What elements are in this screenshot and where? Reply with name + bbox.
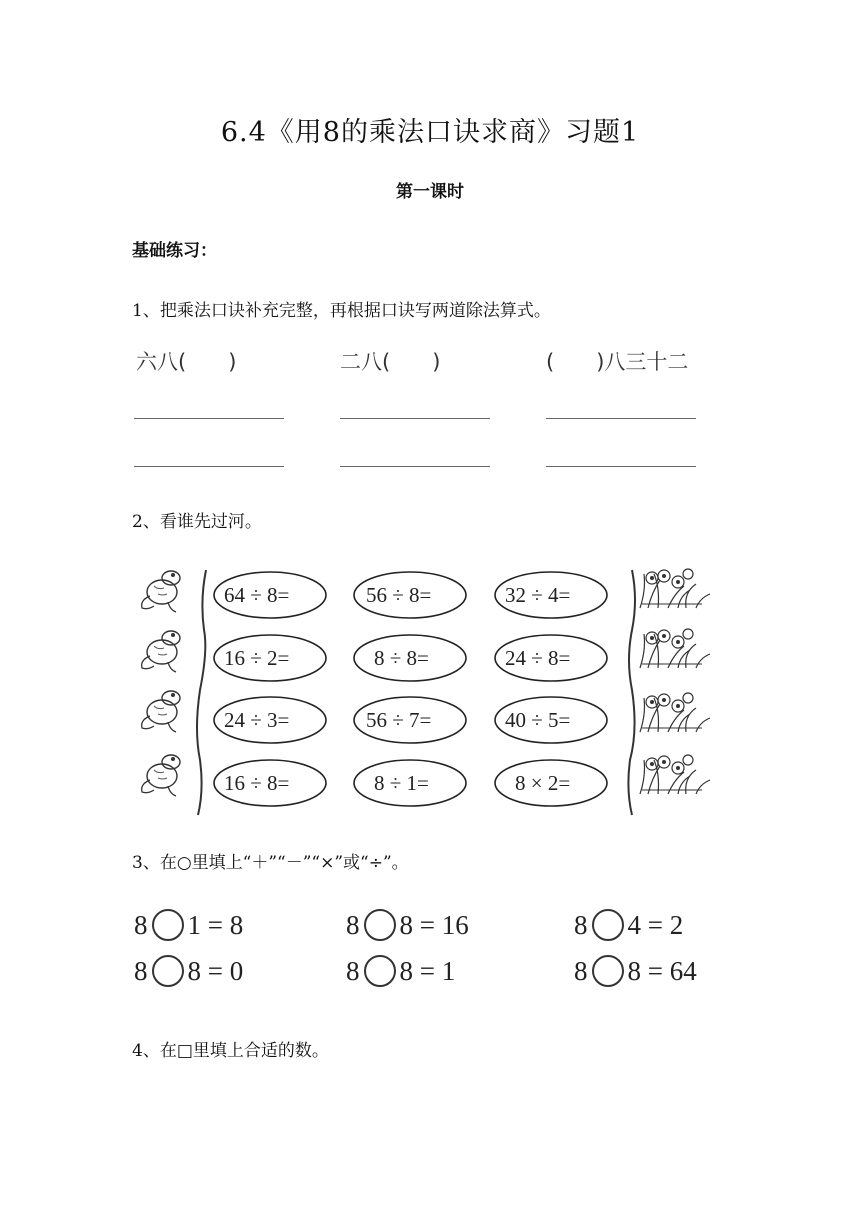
- page-title: 6.4《用8的乘法口诀求商》习题1: [220, 117, 640, 148]
- equation-right: 8 = 0: [187, 955, 244, 986]
- stone-equation[interactable]: 24 ÷ 3=: [224, 708, 290, 732]
- equation-right: 1 = 8: [187, 909, 244, 940]
- operator-equation: [574, 909, 683, 941]
- equation-right: 8 = 1: [399, 955, 456, 986]
- operator-equation: [134, 955, 243, 987]
- question-3-text: 3、在○里填上“＋”“－”“×”或“÷”。: [132, 853, 409, 873]
- stone-equation[interactable]: 64 ÷ 8=: [224, 583, 290, 607]
- equation-left: 8: [346, 909, 360, 940]
- equation-left: 8: [346, 955, 360, 986]
- operator-circle[interactable]: [152, 955, 184, 987]
- operator-circle[interactable]: [364, 955, 396, 987]
- operator-equation: [346, 909, 469, 941]
- operator-equation: [574, 955, 697, 987]
- stone-equation[interactable]: 16 ÷ 8=: [224, 771, 290, 795]
- operator-circle[interactable]: [152, 909, 184, 941]
- equation-left: 8: [574, 909, 588, 940]
- rhyme-3: ( )八三十二: [546, 350, 689, 374]
- stone-equation[interactable]: 8 ÷ 1=: [374, 771, 429, 795]
- operator-circle[interactable]: [364, 909, 396, 941]
- operator-circle[interactable]: [592, 955, 624, 987]
- question-4-text: 4、在□里填上合适的数。: [132, 1041, 329, 1061]
- stone-equation[interactable]: 8 ÷ 8=: [374, 646, 429, 670]
- operator-circle[interactable]: [592, 909, 624, 941]
- page-subtitle: 第一课时: [396, 182, 464, 202]
- stone-equation[interactable]: 16 ÷ 2=: [224, 646, 290, 670]
- operator-equation: [346, 955, 455, 987]
- equation-right: 8 = 64: [627, 955, 697, 986]
- answer-line[interactable]: [134, 466, 284, 467]
- answer-line[interactable]: [546, 418, 696, 419]
- section-heading: 基础练习：: [132, 241, 217, 261]
- stone-equation[interactable]: 24 ÷ 8=: [505, 646, 571, 670]
- rhyme-1: 六八( ): [136, 350, 237, 374]
- question-2-text: 2、看谁先过河。: [132, 512, 262, 532]
- stone-equation[interactable]: 56 ÷ 8=: [366, 583, 432, 607]
- stone-equation[interactable]: 56 ÷ 7=: [366, 708, 432, 732]
- stone-equation[interactable]: 32 ÷ 4=: [505, 583, 571, 607]
- answer-line[interactable]: [546, 466, 696, 467]
- operator-equation: [134, 909, 243, 941]
- rhyme-2: 二八( ): [340, 350, 441, 374]
- answer-line[interactable]: [340, 466, 490, 467]
- equation-right: 8 = 16: [399, 909, 469, 940]
- answer-line[interactable]: [134, 418, 284, 419]
- river-crossing-figure: [132, 560, 722, 824]
- answer-line[interactable]: [340, 418, 490, 419]
- question-1-text: 1、把乘法口诀补充完整，再根据口诀写两道除法算式。: [132, 301, 551, 321]
- equation-left: 8: [574, 955, 588, 986]
- stone-equation[interactable]: 40 ÷ 5=: [505, 708, 571, 732]
- equation-left: 8: [134, 955, 148, 986]
- stone-equation[interactable]: 8 × 2=: [515, 771, 571, 795]
- equation-right: 4 = 2: [627, 909, 684, 940]
- equation-left: 8: [134, 909, 148, 940]
